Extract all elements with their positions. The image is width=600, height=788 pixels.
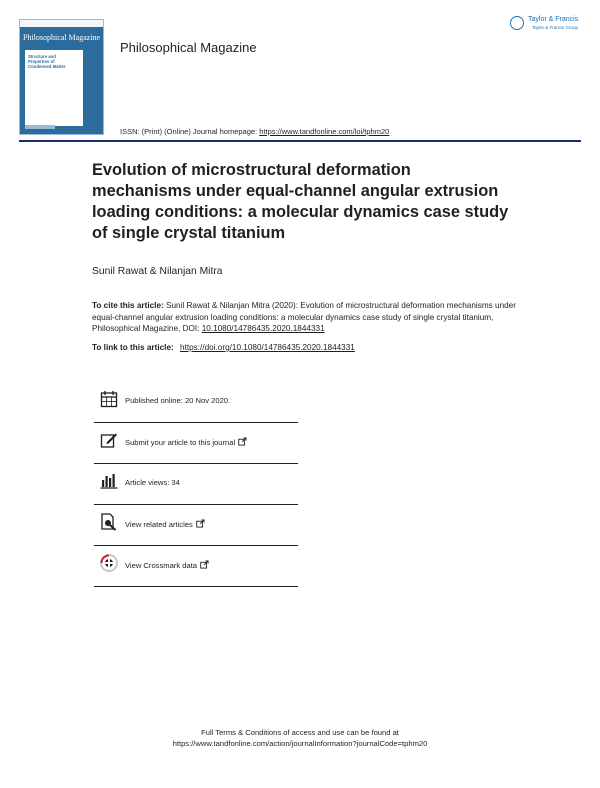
terms-text: Full Terms & Conditions of access and use can be found at: [201, 728, 399, 737]
citation-doi-link[interactable]: 10.1080/14786435.2020.1844331: [201, 324, 325, 333]
crossmark-link[interactable]: [125, 560, 209, 570]
terms-footer: [0, 727, 600, 749]
citation-text: Sunil Rawat & Nilanjan Mitra (2020): Evolution of microstructural deformation mechanisms under equal-channel angular extrusion loading conditions: a molecular dynamics case study of single crystal titanium, Philosophical Magazine, DOI:: [92, 301, 516, 333]
journal-homepage-link[interactable]: https://www.tandfonline.com/loi/tphm20: [259, 127, 390, 136]
published-online-row: [94, 382, 298, 423]
issn-line: [120, 127, 389, 136]
cover-subtitle-line: Structure and: [28, 54, 56, 59]
journal-cover-image: [19, 19, 104, 135]
crossmark-icon: [100, 554, 118, 572]
external-link-icon: [238, 437, 247, 446]
publisher-logo: [510, 16, 590, 36]
submit-article-row[interactable]: [94, 423, 298, 464]
publisher-logo-icon: [510, 16, 524, 30]
article-doi-url-link[interactable]: https://doi.org/10.1080/14786435.2020.1844331: [180, 343, 355, 352]
related-articles-link[interactable]: [125, 519, 205, 529]
submit-article-link[interactable]: [125, 437, 247, 447]
bar-chart-icon: [100, 472, 118, 490]
crossmark-row[interactable]: [94, 546, 298, 587]
citation-label: To cite this article:: [92, 301, 164, 310]
cover-subtitle-line: Condensed Matter: [28, 64, 66, 69]
article-authors: Sunil Rawat & Nilanjan Mitra: [92, 266, 223, 277]
related-articles-label: View related articles: [125, 520, 193, 529]
external-link-icon: [200, 560, 209, 569]
crossmark-label: View Crossmark data: [125, 561, 198, 570]
publisher-logo-subtext: Taylor & Francis Group: [532, 25, 579, 30]
cover-title: Philosophical Magazine: [23, 33, 101, 42]
issn-text: ISSN: (Print) (Online) Journal homepage:: [120, 127, 258, 136]
published-online-label: Published online: 20 Nov 2020.: [125, 396, 231, 405]
cover-subtitle-line: Properties of: [28, 59, 55, 64]
related-articles-icon: [100, 513, 118, 531]
article-meta-list: [94, 382, 298, 587]
journal-name: Philosophical Magazine: [120, 40, 257, 55]
related-articles-row[interactable]: [94, 505, 298, 546]
terms-url-link[interactable]: https://www.tandfonline.com/action/journalInformation?journalCode=tphm20: [172, 739, 428, 748]
article-views-label: Article views: 34: [125, 478, 180, 487]
article-link-label: To link to this article:: [92, 343, 174, 352]
cover-top-strip: [20, 20, 103, 27]
edit-icon: [100, 431, 118, 449]
article-link-line: [92, 343, 355, 352]
article-title: Evolution of microstructural deformation mechanisms under equal-channel angular extrusion loading conditions: a molecular dynamics case study of single crystal titanium: [92, 161, 509, 242]
calendar-icon: [100, 390, 118, 408]
header-divider: [19, 140, 581, 142]
submit-article-label: Submit your article to this journal: [125, 438, 236, 447]
external-link-icon: [196, 519, 205, 528]
cover-footer-strip: [25, 125, 55, 129]
article-views-row: [94, 464, 298, 505]
publisher-logo-text: Taylor & Francis: [528, 16, 579, 23]
citation-block: [92, 300, 522, 335]
cover-subtitle: [28, 54, 65, 69]
